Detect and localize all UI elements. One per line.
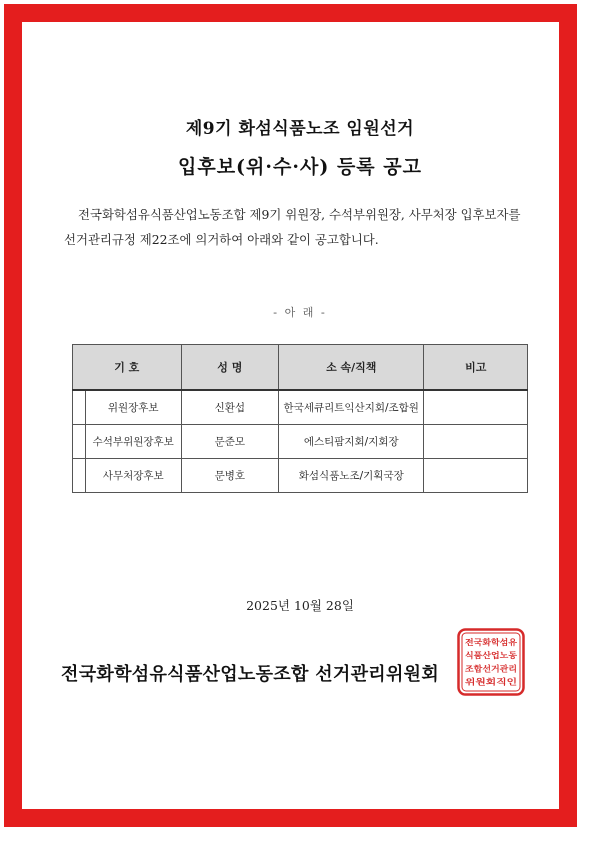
row-spacer xyxy=(73,425,86,459)
seal-text-row: 조합선거관리 xyxy=(465,663,517,674)
cell-position: 수석부위원장후보 xyxy=(85,425,181,459)
seal-text-row: 위원회직인 xyxy=(465,676,518,687)
section-marker: - 아 래 - xyxy=(273,306,327,319)
table-row xyxy=(73,425,528,459)
notice-date: 2025년 10월 28일 xyxy=(246,598,354,613)
table-row xyxy=(73,459,528,493)
cell-name: 신환섭 xyxy=(181,390,279,425)
seal-text-row: 식품산업노동 xyxy=(465,650,518,661)
cell-note xyxy=(424,425,528,459)
header-symbol: 기 호 xyxy=(73,345,182,391)
cell-note xyxy=(424,390,528,425)
official-seal-icon xyxy=(457,628,525,696)
notice-body-line-1: 전국화학섬유식품산업노동조합 제9기 위원장, 수석부위원장, 사무처장 입후보자를 xyxy=(78,207,521,222)
candidate-table xyxy=(72,344,528,493)
cell-note xyxy=(424,459,528,493)
seal-text-row: 전국화학섬유 xyxy=(465,637,518,647)
notice-subtitle: 입후보(위·수·사) 등록 공고 xyxy=(178,156,422,178)
cell-affiliation: 에스티팜지회/지회장 xyxy=(279,425,424,459)
cell-position: 위원장후보 xyxy=(85,390,181,425)
header-name: 성 명 xyxy=(181,345,279,391)
cell-affiliation: 한국세큐리트익산지회/조합원 xyxy=(279,390,424,425)
notice-body xyxy=(64,202,542,252)
header-note: 비고 xyxy=(424,345,528,391)
organization-name: 전국화학섬유식품산업노동조합 선거관리위원회 xyxy=(61,664,440,685)
cell-affiliation: 화섬식품노조/기획국장 xyxy=(279,459,424,493)
table-header-row xyxy=(73,345,528,391)
row-spacer xyxy=(73,390,86,425)
row-spacer xyxy=(73,459,86,493)
cell-position: 사무처장후보 xyxy=(85,459,181,493)
table-row xyxy=(73,390,528,425)
cell-name: 문병호 xyxy=(181,459,279,493)
header-affiliation: 소 속/직책 xyxy=(279,345,424,391)
notice-title: 제9기 화섬식품노조 임원선거 xyxy=(185,119,415,139)
notice-body-line-2: 선거관리규정 제22조에 의거하여 아래와 같이 공고합니다. xyxy=(64,232,379,247)
cell-name: 문준모 xyxy=(181,425,279,459)
